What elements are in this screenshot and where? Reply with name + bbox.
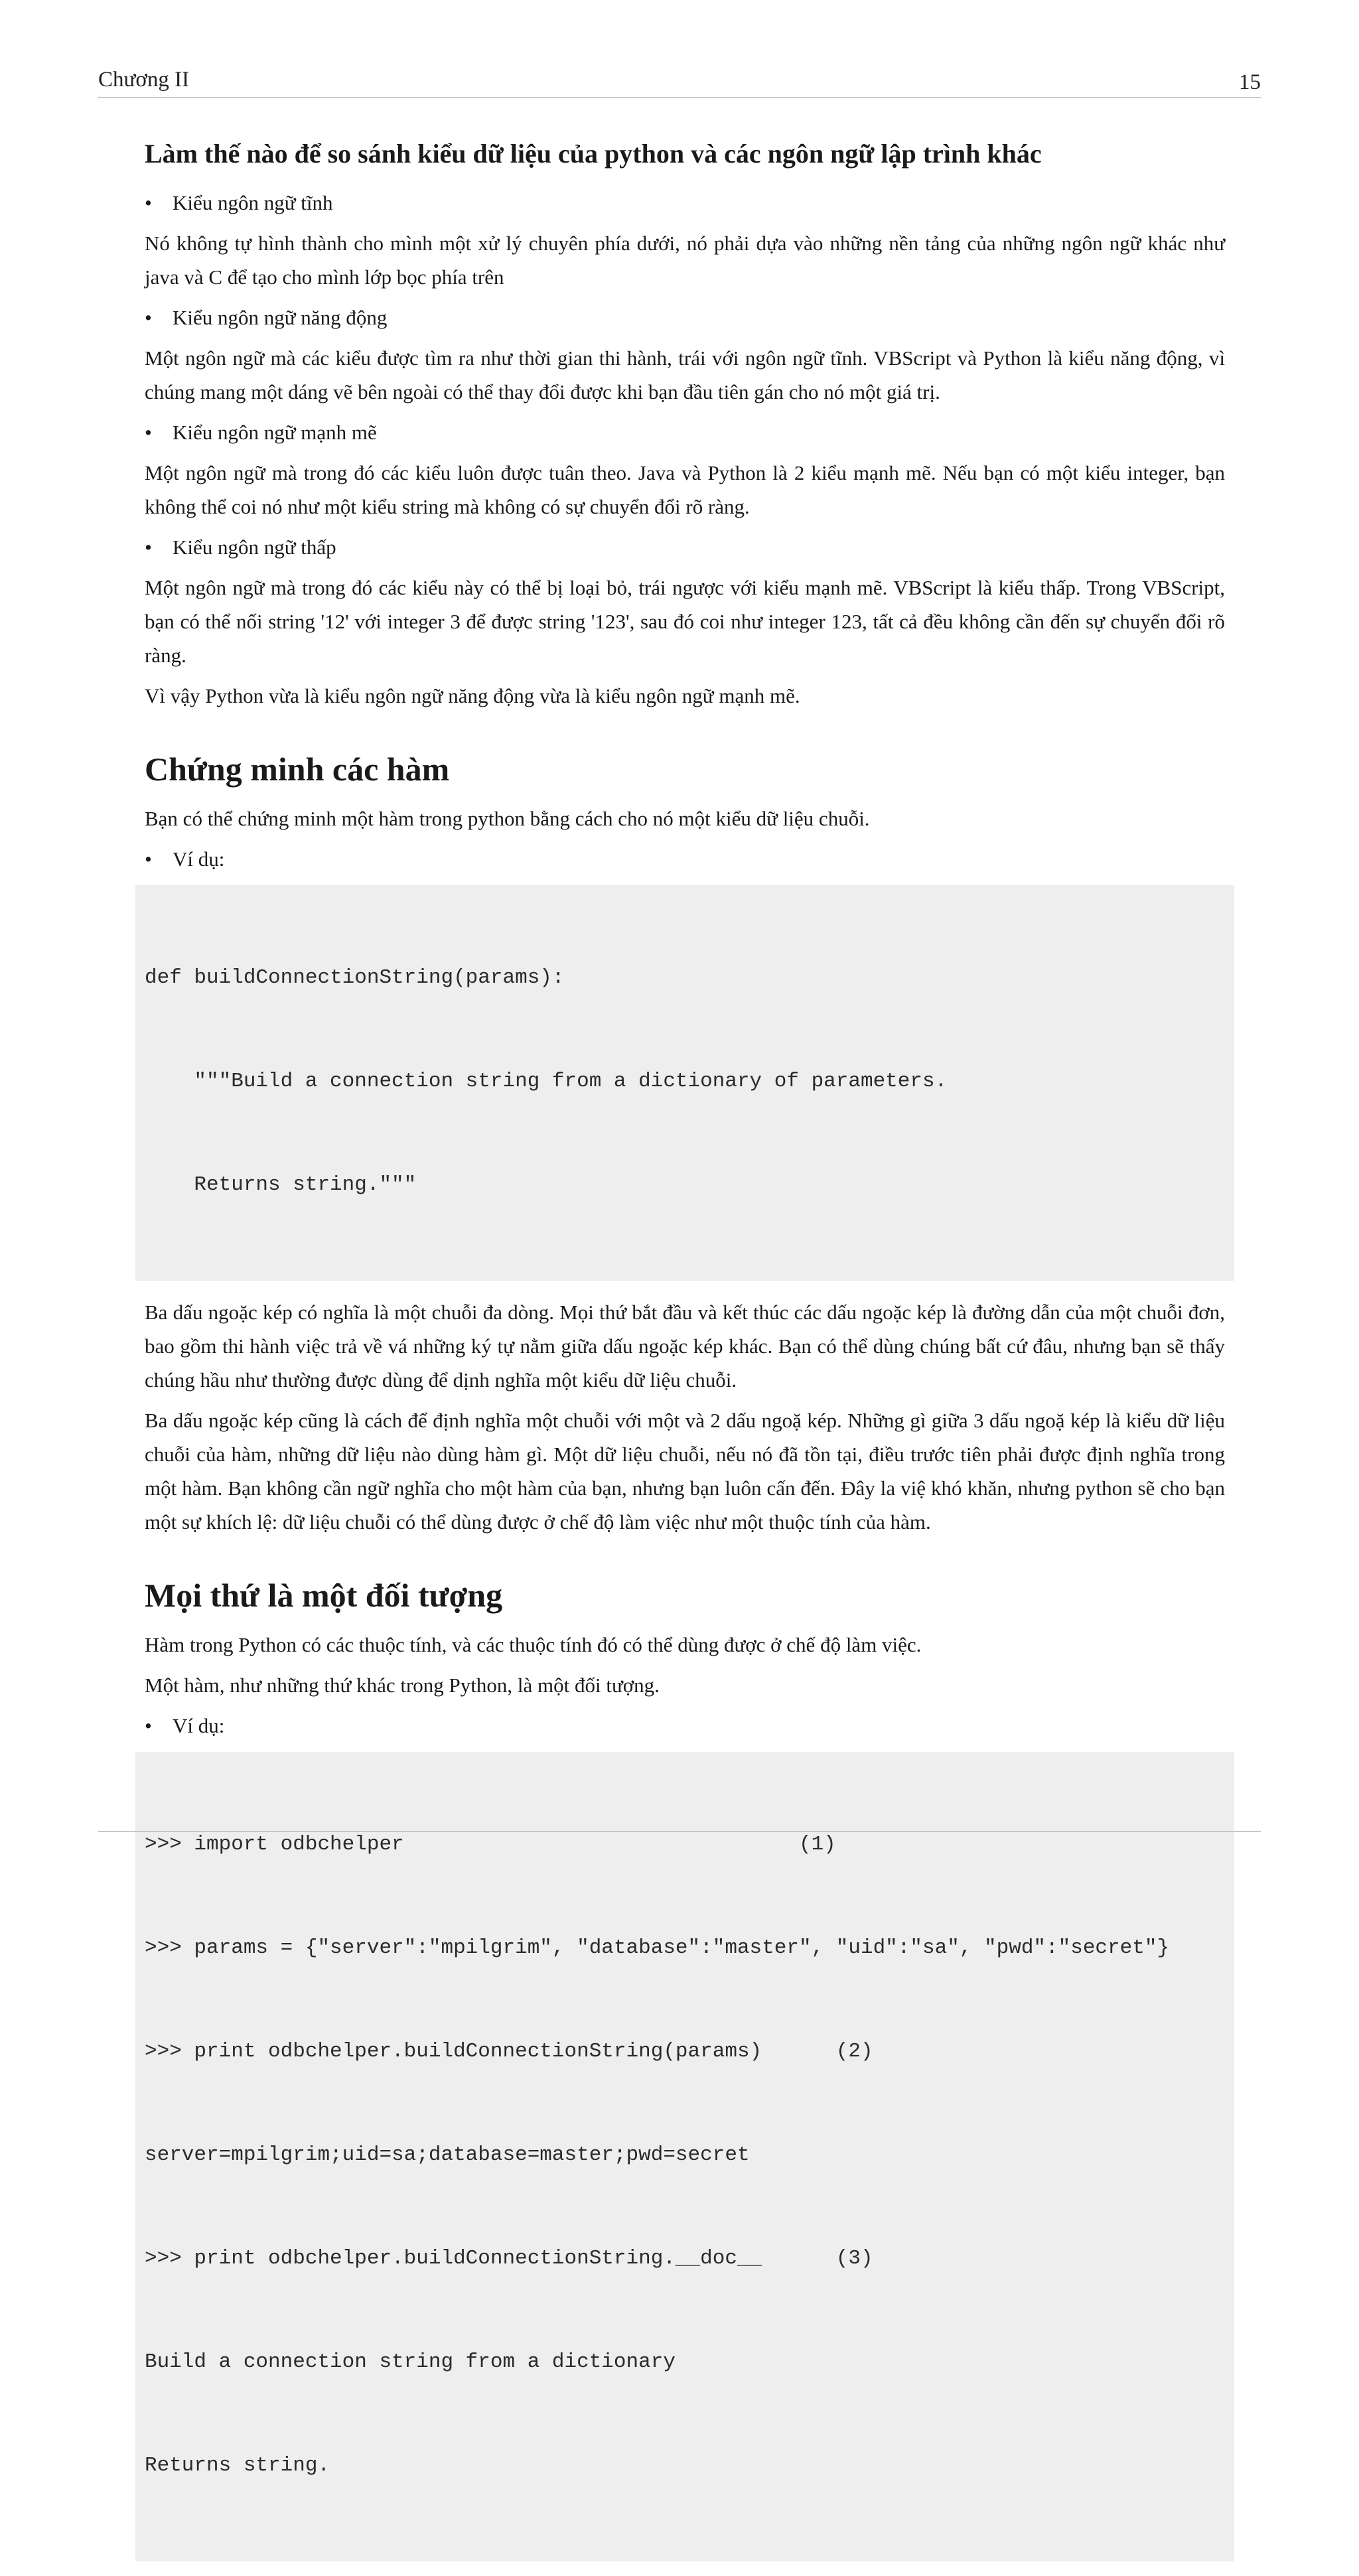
- section-heading-objects: Mọi thứ là một đối tượng: [145, 1577, 503, 1614]
- bullet-item: [145, 530, 1225, 564]
- bullet-label: Kiểu ngôn ngữ năng động: [173, 306, 388, 329]
- bullet-item: [145, 1709, 1225, 1743]
- paragraph: Một hàm, như những thứ khác trong Python, là một đối tượng.: [145, 1674, 660, 1697]
- code-line: >>> print odbchelper.buildConnectionString(params) (2): [145, 2040, 873, 2063]
- spacer: [145, 1545, 1225, 1572]
- chapter-title: Chương II: [98, 68, 190, 92]
- paragraph: Một ngôn ngữ mà các kiểu được tìm ra như thời gian thi hành, trái với ngôn ngữ tĩnh. VBScript và Python là kiểu năng động, vì chúng mang một dáng vẽ bên ngoài có thể thay đổi được khi bạn đầu tiên gán cho nó một giá trị.: [145, 346, 1225, 403]
- code-block-function: [135, 885, 1234, 1281]
- code-line: def buildConnectionString(params):: [145, 966, 565, 989]
- code-line: >>> import odbchelper (1): [145, 1833, 836, 1856]
- bullet-icon: •: [145, 847, 152, 871]
- code-line: """Build a connection string from a dictionary of parameters.: [145, 1070, 948, 1093]
- paragraph: Ba dấu ngoặc kép có nghĩa là một chuỗi đa dòng. Mọi thứ bắt đầu và kết thúc các dấu ngoặc kép là đường dẫn của một chuỗi đơn, bao gồm thi hành việc trả về vá những ký tự nằm giữa dấu ngoặc kép khác. Bạn có thể dùng chúng bất cứ đâu, nhưng bạn sẽ thấy chúng hầu như thường được dùng để dịnh nghĩa một kiểu dữ liệu chuỗi.: [145, 1301, 1225, 1392]
- bullet-item: [145, 842, 1225, 876]
- bullet-icon: •: [145, 1714, 152, 1737]
- bullet-icon: •: [145, 536, 152, 559]
- page-header: [98, 64, 1261, 98]
- paragraph: Một ngôn ngữ mà trong đó các kiểu luôn được tuân theo. Java và Python là 2 kiểu mạnh mẽ. Nếu bạn có một kiểu integer, bạn không thể coi nó như một kiểu string mà không có sự chuyển đổi rõ ràng.: [145, 461, 1225, 518]
- code-line: Build a connection string from a dictionary: [145, 2350, 676, 2374]
- paragraph: Một ngôn ngữ mà trong đó các kiểu này có thể bị loại bỏ, trái ngược với kiểu mạnh mẽ. VBScript là kiểu thấp. Trong VBScript, bạn có thể nối string '12' với integer 3 để được string '123', sau đó coi như integer 123, tất cả đều không cần đến sự chuyển đổi rõ ràng.: [145, 576, 1225, 667]
- section-heading-docstrings: Chứng minh các hàm: [145, 751, 450, 788]
- bullet-icon: •: [145, 421, 152, 444]
- code-line: server=mpilgrim;uid=sa;database=master;pwd=secret: [145, 2143, 750, 2167]
- section-heading-type-comparison: Làm thế nào để so sánh kiểu dữ liệu của python và các ngôn ngữ lập trình khác: [145, 139, 1042, 169]
- bullet-label: Kiểu ngôn ngữ tĩnh: [173, 191, 333, 214]
- paragraph-conclusion: Vì vậy Python vừa là kiểu ngôn ngữ năng động vừa là kiểu ngôn ngữ mạnh mẽ.: [145, 684, 800, 707]
- bullet-label: Ví dụ:: [173, 847, 225, 871]
- bullet-label: Ví dụ:: [173, 1714, 225, 1737]
- code-block-session: [135, 1752, 1234, 2561]
- bullet-icon: •: [145, 191, 152, 214]
- paragraph: Ba dấu ngoặc kép cũng là cách để định nghĩa một chuỗi với một và 2 dấu ngoặ kép. Những gì giữa 3 dấu ngoặ kép là kiểu dữ liệu chuỗi của hàm, những dữ liệu nào dùng hàm gì. Một dữ liệu chuỗi, nếu nó đã tồn tại, điều trước tiên phải được định nghĩa trong một hàm. Bạn không cần ngữ nghĩa cho một hàm của bạn, nhưng bạn luôn cấn đến. Đây la việ khó khăn, nhưng python sẽ cho bạn một sự khích lệ: dữ liệu chuỗi có thể dùng được ở chế độ làm việc như một thuộc tính của hàm.: [145, 1409, 1225, 1534]
- code-line: >>> params = {"server":"mpilgrim", "database":"master", "uid":"sa", "pwd":"secret"}: [145, 1936, 1170, 1960]
- bullet-label: Kiểu ngôn ngữ mạnh mẽ: [173, 421, 377, 444]
- footer-divider: [98, 1831, 1261, 1832]
- page-number: 15: [1239, 70, 1261, 94]
- page-body: [145, 135, 1225, 2576]
- code-line: >>> print odbchelper.buildConnectionString.__doc__ (3): [145, 2247, 873, 2270]
- paragraph: Bạn có thể chứng minh một hàm trong python bằng cách cho nó một kiểu dữ liệu chuỗi.: [145, 807, 870, 830]
- bullet-icon: •: [145, 306, 152, 329]
- paragraph: Hàm trong Python có các thuộc tính, và các thuộc tính đó có thể dùng được ở chế độ làm việc.: [145, 1633, 922, 1656]
- bullet-item: [145, 186, 1225, 220]
- code-line: Returns string.: [145, 2454, 330, 2477]
- bullet-item: [145, 415, 1225, 449]
- bullet-label: Kiểu ngôn ngữ thấp: [173, 536, 336, 559]
- code-line: Returns string.""": [145, 1173, 417, 1196]
- spacer: [145, 719, 1225, 746]
- bullet-item: [145, 301, 1225, 334]
- paragraph: Nó không tự hình thành cho mình một xử lý chuyên phía dưới, nó phải dựa vào những nền tảng của những ngôn ngữ khác như java và C để tạo cho mình lớp bọc phía trên: [145, 232, 1225, 289]
